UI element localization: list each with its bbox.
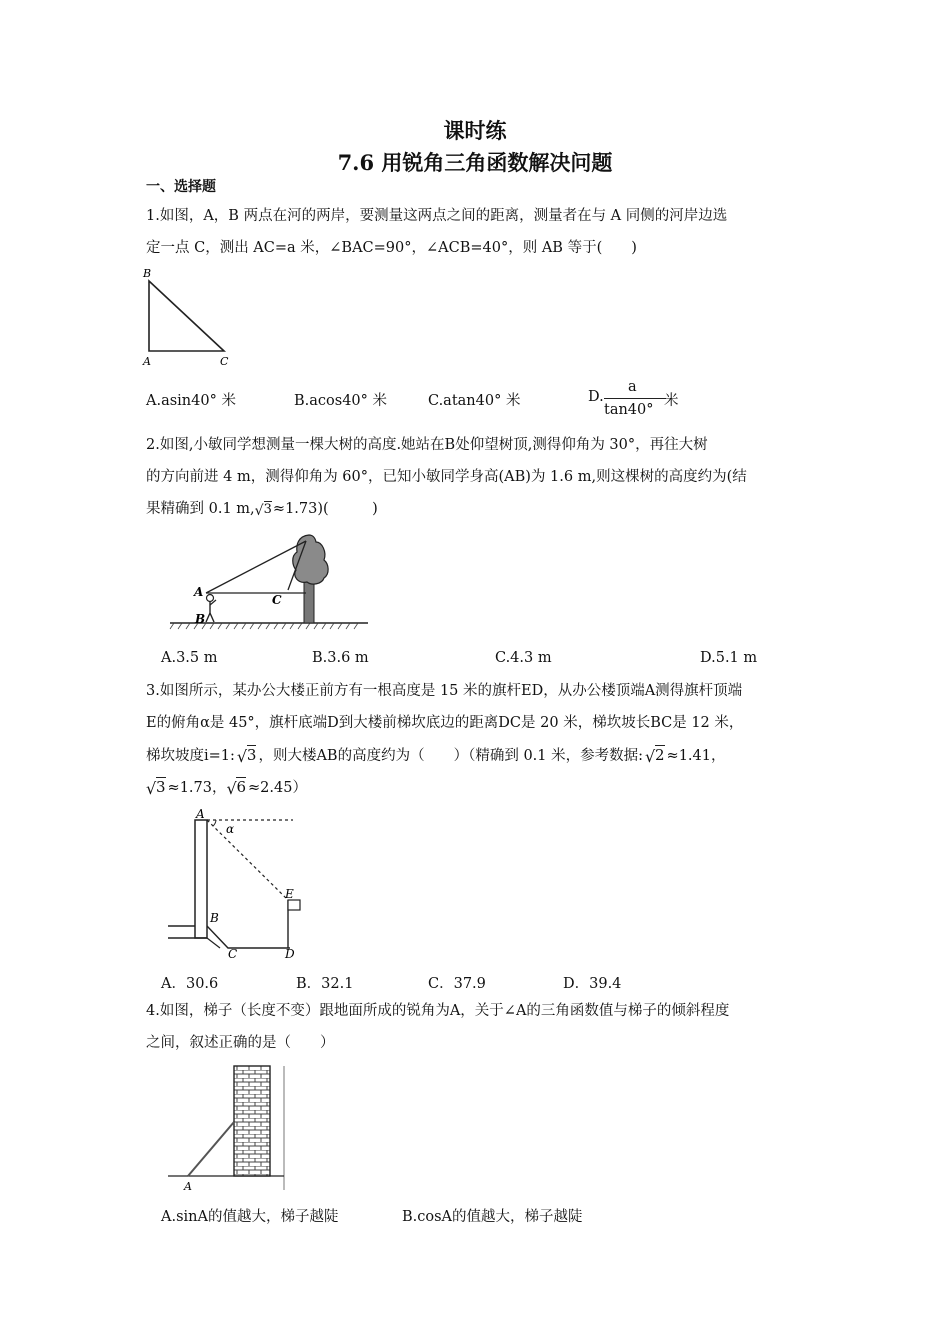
- q3-text-line1: 3.如图所示，某办公大楼正前方有一根高度是 15 米的旗杆ED，从办公楼顶端A测得旗杆顶端: [146, 683, 743, 699]
- q4-text-line1: 4.如图，梯子（长度不变）跟地面所成的锐角为A，关于∠A的三角函数值与梯子的倾斜程度: [146, 1003, 730, 1019]
- q3-option-d[interactable]: D．39.4: [563, 976, 622, 992]
- page-subtitle: 7.6 用锐角三角函数解决问题: [337, 150, 613, 175]
- q1-label-b: B: [143, 267, 152, 280]
- q1-text-line2: 定一点 C，测出 AC=a 米，∠BAC=90°，∠ACB=40°，则 AB 等于( ): [146, 240, 637, 256]
- q3-text-line3-b: ，则大楼AB的高度约为（ ）（精确到 0.1 米，参考数据:: [258, 748, 643, 764]
- q1-triangle-figure: [140, 268, 240, 368]
- q2-text-line2: 的方向前进 4 m，测得仰角为 60°，已知小敏同学身高(AB)为 1.6 m,则这棵树的高度约为(结: [146, 469, 747, 485]
- q2-option-b[interactable]: B.3.6 m: [312, 650, 369, 666]
- q3-text-line3: [146, 740, 725, 772]
- sqrt6-symbol: √ 6: [226, 778, 247, 798]
- q3-text-line4-b: ≈2.45）: [248, 780, 307, 796]
- q1-option-d-denominator: tan40°: [604, 402, 654, 418]
- q3-label-b: B: [210, 911, 219, 925]
- q1-option-a[interactable]: A.asin40° 米: [146, 393, 236, 409]
- q2-text-line3: [146, 494, 378, 525]
- q1-fraction-bar: [604, 398, 666, 399]
- q2-label-c: C: [272, 593, 282, 607]
- q3-label-a: A: [196, 807, 205, 821]
- q1-label-a: A: [143, 355, 151, 368]
- sqrt3-symbol: √ 3: [236, 746, 257, 766]
- q2-text-line3-a: 果精确到 0.1 m,: [146, 501, 255, 517]
- q4-option-b[interactable]: B.cosA的值越大，梯子越陡: [402, 1209, 583, 1225]
- q3-option-c[interactable]: C．37.9: [428, 976, 486, 992]
- q3-text-line3-a: 梯坎坡度i=1:: [146, 748, 235, 764]
- q1-label-c: C: [220, 355, 229, 368]
- q2-option-a[interactable]: A.3.5 m: [161, 650, 218, 666]
- q1-option-b[interactable]: B.acos40° 米: [294, 393, 388, 409]
- q4-option-a[interactable]: A.sinA的值越大，梯子越陡: [161, 1209, 339, 1225]
- sqrt3-symbol: √ 3: [146, 778, 166, 798]
- q3-label-c: C: [228, 947, 238, 961]
- q4-ladder-figure: [168, 1062, 288, 1197]
- sqrt2-symbol: √ 2: [645, 746, 665, 766]
- q2-label-a: A: [194, 585, 204, 599]
- q3-option-b[interactable]: B．32.1: [296, 976, 354, 992]
- q3-text-line3-c: ≈1.41，: [666, 748, 726, 764]
- q1-option-d-numerator: a: [628, 379, 637, 395]
- q3-building-figure: [168, 808, 308, 960]
- page-title: 课时练: [443, 118, 507, 143]
- q2-label-b: B: [195, 612, 206, 626]
- q2-tree-figure: [170, 530, 370, 635]
- q3-text-line4: [146, 772, 307, 804]
- q1-text-line1: 1.如图，A，B 两点在河的两岸，要测量这两点之间的距离，测量者在与 A 同侧的河岸边选: [146, 208, 728, 224]
- q2-text-line3-b: ≈1.73)( ): [272, 501, 378, 517]
- q2-option-d[interactable]: D.5.1 m: [700, 650, 758, 666]
- q2-option-c[interactable]: C.4.3 m: [495, 650, 552, 666]
- q3-label-e: E: [285, 887, 294, 901]
- q4-label-a: A: [184, 1180, 192, 1193]
- q3-label-alpha: α: [226, 822, 235, 836]
- q1-option-d-suffix: 米: [664, 393, 679, 409]
- q1-option-d-prefix: D.: [588, 389, 604, 405]
- q1-option-c[interactable]: C.atan40° 米: [428, 393, 521, 409]
- section-heading: 一、选择题: [146, 179, 216, 195]
- q3-option-a[interactable]: A．30.6: [161, 976, 219, 992]
- sqrt3-symbol: √ 3: [254, 502, 272, 519]
- q2-text-line1: 2.如图,小敏同学想测量一棵大树的高度.她站在B处仰望树顶,测得仰角为 30°，再往大树: [146, 437, 708, 453]
- q3-text-line4-a: ≈1.73，: [167, 780, 227, 796]
- q3-label-d: D: [285, 947, 295, 961]
- q4-text-line2: 之间，叙述正确的是（ ）: [146, 1035, 335, 1051]
- q3-text-line2: E的俯角α是 45°，旗杆底端D到大楼前梯坎底边的距离DC是 20 米，梯坎坡长BC是 12 米，: [146, 715, 744, 731]
